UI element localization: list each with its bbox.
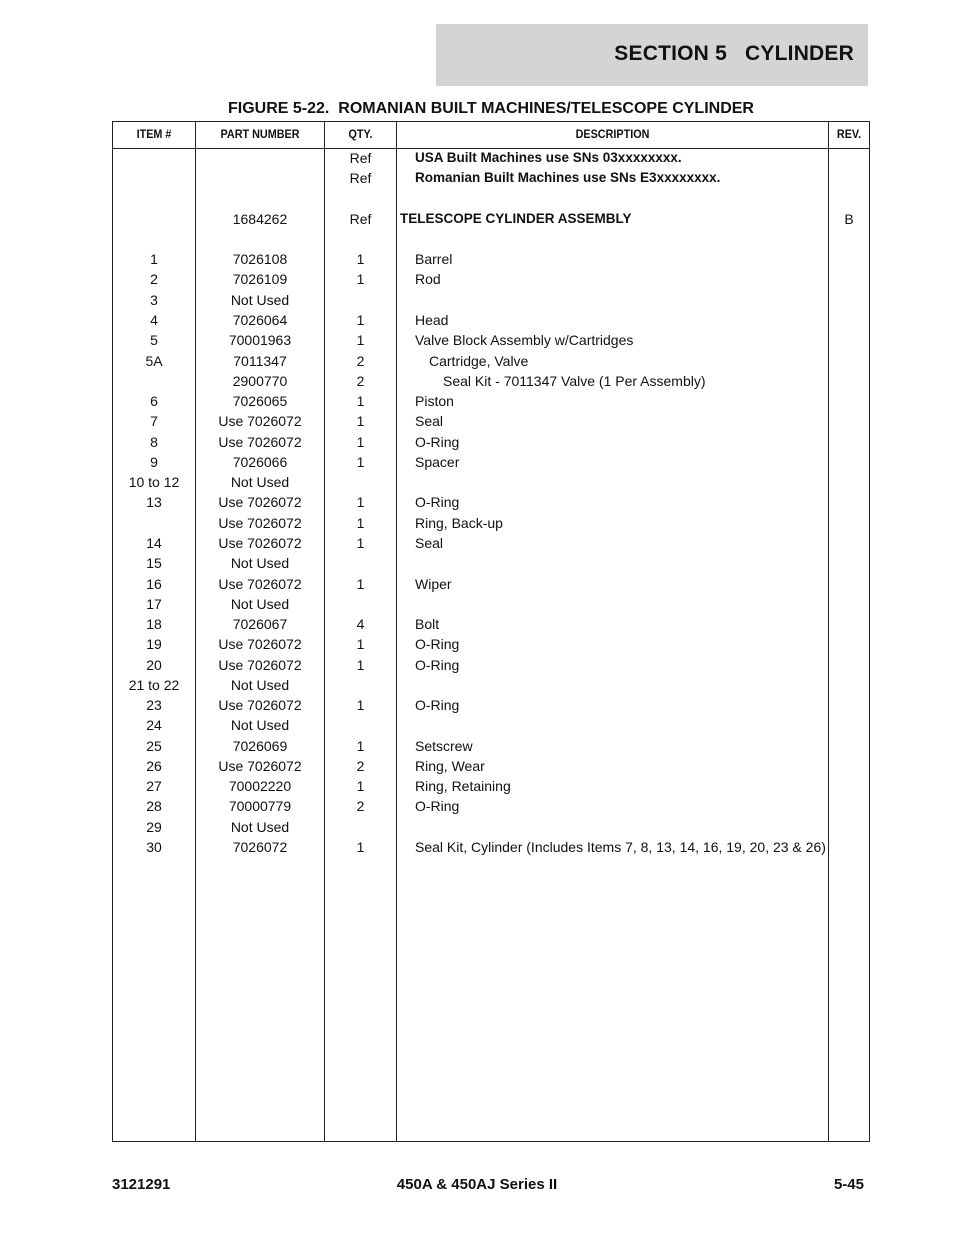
table-row: [113, 432, 869, 452]
part-number: Not Used: [230, 596, 290, 612]
quantity: 1: [356, 778, 365, 794]
table-row: [113, 492, 869, 512]
part-number: 70002220: [228, 778, 292, 794]
item-number: 24: [146, 717, 162, 733]
quantity: 1: [356, 738, 365, 754]
item-number: 13: [146, 494, 162, 510]
item-number: 15: [146, 555, 162, 571]
table-row: [113, 594, 869, 614]
part-number: Not Used: [230, 819, 290, 835]
item-number: 5A: [145, 353, 163, 369]
header-rev: REV.: [836, 127, 862, 141]
quantity: 1: [356, 494, 365, 510]
quantity: 1: [356, 393, 365, 409]
table-row: [113, 249, 869, 269]
description: Seal Kit - 7011347 Valve (1 Per Assembly): [443, 373, 706, 389]
header-item: ITEM #: [136, 127, 172, 141]
description: Rod: [415, 271, 441, 287]
quantity: 2: [356, 373, 365, 389]
parts-table: [112, 121, 870, 1142]
part-number: 7026072: [232, 839, 288, 855]
description: Setscrew: [415, 738, 473, 754]
header-qty: QTY.: [348, 127, 373, 141]
part-number: Not Used: [230, 474, 290, 490]
quantity: 1: [356, 454, 365, 470]
footer-page-number: 5-45: [833, 1176, 864, 1193]
part-number: Use 7026072: [218, 576, 302, 592]
part-number: 70001963: [228, 332, 292, 348]
description: Seal: [415, 535, 444, 551]
table-row: [113, 310, 869, 330]
table-row: [113, 269, 869, 289]
quantity: 1: [356, 697, 365, 713]
item-number: 5: [150, 332, 158, 348]
item-number: 7: [150, 413, 158, 429]
item-number: 20: [146, 657, 162, 673]
item-number: 3: [150, 292, 158, 308]
item-number: 25: [146, 738, 162, 754]
part-number: 7026069: [232, 738, 288, 754]
table-row: [113, 330, 869, 350]
quantity: 1: [356, 839, 365, 855]
description: Cartridge, Valve: [429, 353, 529, 369]
table-row: [113, 148, 869, 168]
quantity: 1: [356, 535, 365, 551]
header-description: DESCRIPTION: [575, 127, 650, 141]
table-row: [113, 796, 869, 816]
item-number: 30: [146, 839, 162, 855]
description: TELESCOPE CYLINDER ASSEMBLY: [400, 211, 632, 226]
description: Wiper: [415, 576, 452, 592]
part-number: 7026067: [232, 616, 288, 632]
footer-model: 450A & 450AJ Series II: [396, 1176, 558, 1193]
description: Seal: [415, 413, 444, 429]
item-number: 10 to 12: [128, 474, 180, 490]
table-row: [113, 837, 869, 857]
table-row: [113, 411, 869, 431]
footer-doc-number: 3121291: [112, 1176, 171, 1193]
part-number: Use 7026072: [218, 413, 302, 429]
table-row: [113, 533, 869, 553]
table-row: [113, 391, 869, 411]
item-number: 14: [146, 535, 162, 551]
table-row: [113, 452, 869, 472]
table-row: [113, 574, 869, 594]
table-row: [113, 614, 869, 634]
table-row: [113, 715, 869, 735]
section-header: [436, 24, 868, 86]
part-number: 7026108: [232, 251, 288, 267]
table-row: [113, 553, 869, 573]
quantity: Ref: [349, 150, 372, 166]
item-number: 6: [150, 393, 158, 409]
description: O-Ring: [415, 657, 460, 673]
item-number: 18: [146, 616, 162, 632]
part-number: Use 7026072: [218, 535, 302, 551]
table-row: [113, 695, 869, 715]
item-number: 21 to 22: [128, 677, 180, 693]
item-number: 2: [150, 271, 158, 287]
part-number: Use 7026072: [218, 657, 302, 673]
quantity: 1: [356, 271, 365, 287]
quantity: 1: [356, 434, 365, 450]
quantity: 1: [356, 332, 365, 348]
part-number: Use 7026072: [218, 494, 302, 510]
table-row: [113, 168, 869, 188]
description: Spacer: [415, 454, 460, 470]
description: O-Ring: [415, 697, 460, 713]
quantity: 1: [356, 312, 365, 328]
quantity: Ref: [349, 170, 372, 186]
part-number: Use 7026072: [218, 434, 302, 450]
description: USA Built Machines use SNs 03xxxxxxxx.: [415, 150, 682, 165]
description: Ring, Retaining: [415, 778, 511, 794]
description: Ring, Back-up: [415, 515, 503, 531]
quantity: 1: [356, 657, 365, 673]
part-number: Use 7026072: [218, 758, 302, 774]
part-number: Use 7026072: [218, 636, 302, 652]
quantity: 1: [356, 515, 365, 531]
part-number: 1684262: [232, 211, 288, 227]
description: Bolt: [415, 616, 440, 632]
part-number: Use 7026072: [218, 515, 302, 531]
quantity: Ref: [349, 211, 372, 227]
description: Valve Block Assembly w/Cartridges: [415, 332, 634, 348]
table-row: [113, 290, 869, 310]
item-number: 23: [146, 697, 162, 713]
item-number: 4: [150, 312, 158, 328]
item-number: 17: [146, 596, 162, 612]
table-row: [113, 817, 869, 837]
description: Piston: [415, 393, 454, 409]
description: O-Ring: [415, 494, 460, 510]
item-number: 8: [150, 434, 158, 450]
description: O-Ring: [415, 434, 460, 450]
item-number: 19: [146, 636, 162, 652]
description: Head: [415, 312, 449, 328]
item-number: 26: [146, 758, 162, 774]
table-row: [113, 351, 869, 371]
item-number: 28: [146, 798, 162, 814]
part-number: 7011347: [233, 353, 287, 369]
item-number: 16: [146, 576, 162, 592]
figure-title: FIGURE 5-22. ROMANIAN BUILT MACHINES/TELESCOPE CYLINDER: [228, 100, 754, 117]
table-row: [113, 371, 869, 391]
item-number: 9: [150, 454, 158, 470]
table-row: [113, 756, 869, 776]
part-number: Not Used: [230, 717, 290, 733]
table-row: [113, 675, 869, 695]
item-number: 29: [146, 819, 162, 835]
part-number: Use 7026072: [218, 697, 302, 713]
item-number: 27: [146, 778, 162, 794]
part-number: Not Used: [230, 677, 290, 693]
description: Barrel: [415, 251, 453, 267]
table-row: [113, 655, 869, 675]
quantity: 2: [356, 353, 365, 369]
quantity: 2: [356, 758, 365, 774]
table-row: [113, 634, 869, 654]
table-row: [113, 776, 869, 796]
part-number: 7026109: [232, 271, 288, 287]
quantity: 1: [356, 413, 365, 429]
section-title: SECTION 5 CYLINDER: [614, 42, 854, 65]
revision: B: [844, 211, 854, 227]
table-row: [113, 513, 869, 533]
part-number: 7026065: [232, 393, 288, 409]
quantity: 2: [356, 798, 365, 814]
part-number: Not Used: [230, 555, 290, 571]
part-number: 7026066: [232, 454, 288, 470]
quantity: 1: [356, 576, 365, 592]
description: O-Ring: [415, 636, 460, 652]
quantity: 4: [356, 616, 365, 632]
quantity: 1: [356, 636, 365, 652]
part-number: 7026064: [232, 312, 288, 328]
item-number: 1: [150, 251, 158, 267]
table-row: [113, 736, 869, 756]
part-number: 70000779: [228, 798, 292, 814]
part-number: 2900770: [232, 373, 288, 389]
description: Romanian Built Machines use SNs E3xxxxxxxx.: [415, 170, 721, 185]
description: O-Ring: [415, 798, 460, 814]
description: Ring, Wear: [415, 758, 485, 774]
description: Seal Kit, Cylinder (Includes Items 7, 8, 13, 14, 16, 19, 20, 23 & 26): [415, 839, 826, 855]
part-number: Not Used: [230, 292, 290, 308]
table-row: [113, 472, 869, 492]
quantity: 1: [356, 251, 365, 267]
header-part-number: PART NUMBER: [220, 127, 300, 141]
table-row: [113, 209, 869, 229]
